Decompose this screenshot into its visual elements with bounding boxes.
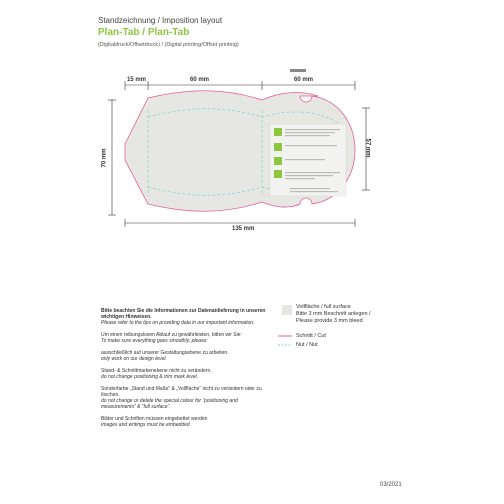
brand-logo (290, 69, 306, 72)
dim-total-width: 135 mm (232, 226, 255, 232)
print-process: (Digitaldruck/Offsetdruck) / (Digital printing/Offset printing) (98, 42, 239, 48)
note-p5-en: Images and writings must be embedded (101, 422, 190, 428)
note-p2-de: ausschließlich auf unserer Gestaltungsebene zu arbeiten. (101, 350, 229, 356)
product-name: Plan-Tab / Plan-Tab (98, 27, 190, 38)
note-p1-de: Um einen reibungslosen Ablauf zu gewährleisten, bitten wir Sie: (101, 332, 242, 338)
document-title: Standzeichnung / Imposition layout (98, 16, 223, 25)
notes-block (101, 308, 266, 428)
note-p4-de: Sonderfarbe „Stand und Maße“ & „Vollfläche“ nicht zu verändern oder zu löschen. (101, 386, 262, 398)
note-p5-de: Bilder und Schriften müssen eingebettet werden (101, 416, 208, 422)
legend-groove: Nut / Nut (296, 342, 318, 348)
dim-left-panel: 60 mm (190, 77, 210, 83)
note-intro-de: Bitte beachten Sie die Informationen zur Datenanlieferung in unseren wichtigen Hinweisen. (101, 308, 266, 320)
note-p3-de: Stand- & Schnittmarkenebene nicht zu verändern. (101, 368, 212, 374)
legend-block (296, 304, 426, 325)
legend-cut: Schnitt / Cut (296, 333, 326, 339)
dim-height-left: 70 mm (101, 148, 108, 168)
legend-bleed-de: Bitte 3 mm Beschnitt anlegen / (296, 311, 371, 317)
legend-bleed-en: Please provide 3 mm bleed (296, 318, 363, 324)
dim-right-panel: 60 mm (294, 77, 314, 83)
note-intro-en: Please refer to the tips on providing data in our important information. (101, 320, 255, 326)
note-p3-en: do not change positioning & trim mark level. (101, 374, 198, 380)
dim-left-tab: 15 mm (127, 77, 147, 83)
note-p1-en: To make sure everything goes smoothly, please: (101, 338, 208, 344)
note-p2-en: only work on our design level. (101, 356, 167, 362)
legend-full-surface: Vollfläche / full surface (296, 304, 351, 310)
legend-surface-swatch (282, 305, 292, 315)
note-p4-en: do not change or delete the special colour for “positioning and measurements” & “full surface”. (101, 398, 238, 410)
dim-height-right: 57 mm (364, 138, 371, 158)
footer-date: 03/2021 (380, 482, 402, 488)
